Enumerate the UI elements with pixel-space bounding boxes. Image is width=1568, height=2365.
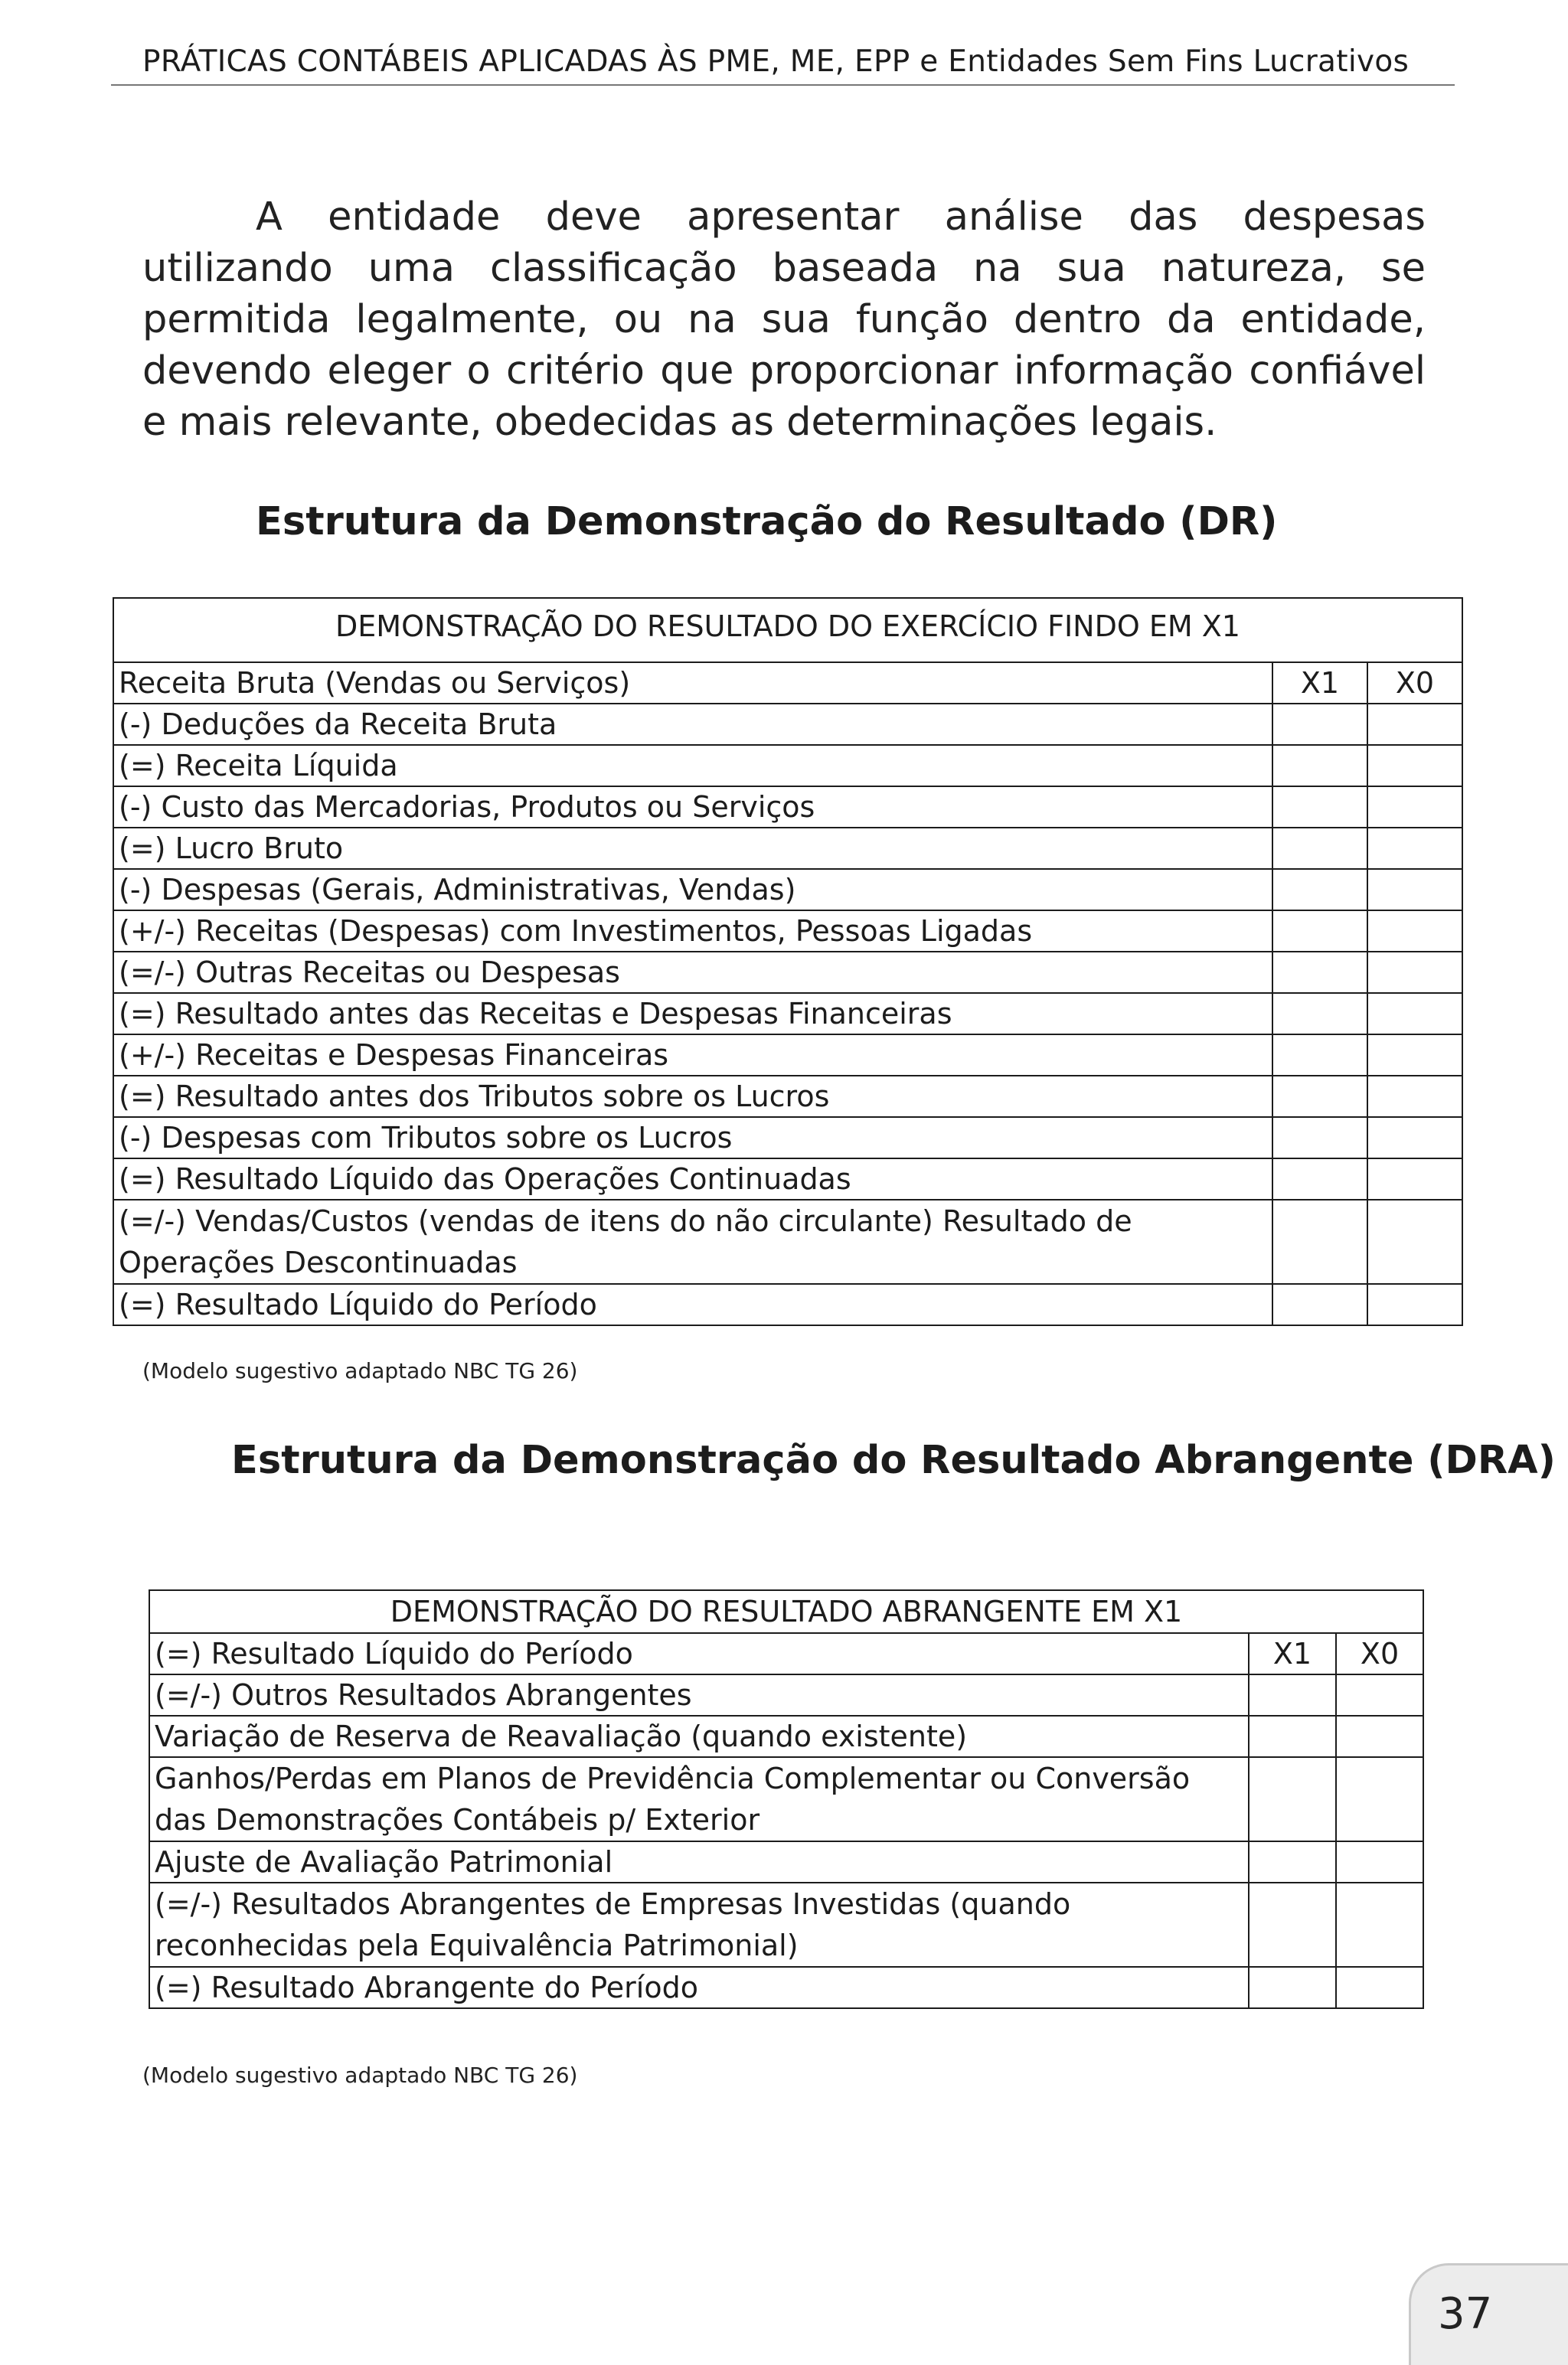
dr-row-label: (=) Resultado antes dos Tributos sobre os Lucros (113, 1076, 1272, 1117)
dra-cell-x0 (1336, 1757, 1423, 1841)
dr-row-label: Receita Bruta (Vendas ou Serviços) (113, 662, 1272, 704)
dra-cell-x1 (1249, 1757, 1336, 1841)
dra-cell-x1 (1249, 1841, 1336, 1883)
dr-row-label: (=) Resultado Líquido do Período (113, 1284, 1272, 1325)
dr-cell-x0 (1367, 745, 1462, 786)
dr-row-label: (=) Resultado Líquido das Operações Continuadas (113, 1158, 1272, 1200)
dra-col-x0-header: X0 (1336, 1633, 1423, 1674)
dr-cell-x1 (1272, 952, 1367, 993)
dr-cell-x1 (1272, 910, 1367, 952)
dr-cell-x1 (1272, 1117, 1367, 1158)
dr-cell-x0 (1367, 910, 1462, 952)
dr-cell-x0 (1367, 993, 1462, 1034)
dr-cell-x0 (1367, 1117, 1462, 1158)
dra-table-caption: DEMONSTRAÇÃO DO RESULTADO ABRANGENTE EM X1 (149, 1590, 1423, 1633)
dr-cell-x1 (1272, 869, 1367, 910)
dr-row-label: (=) Resultado antes das Receitas e Despesas Financeiras (113, 993, 1272, 1034)
dr-cell-x0 (1367, 869, 1462, 910)
header-rule (111, 84, 1455, 86)
dr-cell-x1 (1272, 1200, 1367, 1284)
dr-source-note: (Modelo sugestivo adaptado NBC TG 26) (142, 1358, 578, 1383)
dra-cell-x0 (1336, 1716, 1423, 1757)
dr-cell-x1 (1272, 1284, 1367, 1325)
dra-row-label: Variação de Reserva de Reavaliação (quando existente) (149, 1716, 1249, 1757)
dr-cell-x1 (1272, 1158, 1367, 1200)
dr-row-label: (-) Deduções da Receita Bruta (113, 704, 1272, 745)
dr-row-label: (-) Despesas com Tributos sobre os Lucros (113, 1117, 1272, 1158)
dr-cell-x1 (1272, 786, 1367, 828)
dr-row-label: (+/-) Receitas (Despesas) com Investimentos, Pessoas Ligadas (113, 910, 1272, 952)
dr-cell-x0 (1367, 786, 1462, 828)
dr-cell-x0 (1367, 1284, 1462, 1325)
dr-col-x0-header: X0 (1367, 662, 1462, 704)
dr-cell-x1 (1272, 1076, 1367, 1117)
page-number: 37 (1438, 2289, 1493, 2339)
dr-row-label: (=/-) Outras Receitas ou Despesas (113, 952, 1272, 993)
dr-cell-x0 (1367, 704, 1462, 745)
dr-table-caption: DEMONSTRAÇÃO DO RESULTADO DO EXERCÍCIO FINDO EM X1 (113, 598, 1462, 662)
dra-cell-x1 (1249, 1883, 1336, 1967)
dra-cell-x0 (1336, 1674, 1423, 1716)
dr-cell-x1 (1272, 828, 1367, 869)
dra-cell-x0 (1336, 1883, 1423, 1967)
dr-cell-x1 (1272, 1034, 1367, 1076)
dr-cell-x0 (1367, 1158, 1462, 1200)
dr-section-title: Estrutura da Demonstração do Resultado (DR) (256, 499, 1278, 544)
dr-cell-x1 (1272, 993, 1367, 1034)
dr-cell-x0 (1367, 1034, 1462, 1076)
dra-section-title: Estrutura da Demonstração do Resultado Abrangente (DRA) (231, 1438, 1556, 1483)
dra-row-label: Ajuste de Avaliação Patrimonial (149, 1841, 1249, 1883)
dr-cell-x0 (1367, 1200, 1462, 1284)
dr-cell-x0 (1367, 828, 1462, 869)
dr-cell-x1 (1272, 745, 1367, 786)
dr-row-label: (-) Custo das Mercadorias, Produtos ou Serviços (113, 786, 1272, 828)
dra-row-label: (=) Resultado Líquido do Período (149, 1633, 1249, 1674)
dra-source-note: (Modelo sugestivo adaptado NBC TG 26) (142, 2063, 578, 2088)
dra-cell-x1 (1249, 1716, 1336, 1757)
dra-cell-x0 (1336, 1841, 1423, 1883)
dra-col-x1-header: X1 (1249, 1633, 1336, 1674)
dra-row-label: Ganhos/Perdas em Planos de Previdência Complementar ou Conversão das Demonstrações Contábeis p/ Exterior (149, 1757, 1249, 1841)
running-header: PRÁTICAS CONTÁBEIS APLICADAS ÀS PME, ME, EPP e Entidades Sem Fins Lucrativos (142, 44, 1410, 79)
dr-cell-x0 (1367, 1076, 1462, 1117)
dra-row-label: (=/-) Resultados Abrangentes de Empresas Investidas (quando reconhecidas pela Equivalência Patrimonial) (149, 1883, 1249, 1967)
dra-row-label: (=) Resultado Abrangente do Período (149, 1967, 1249, 2008)
dr-cell-x1 (1272, 704, 1367, 745)
dr-row-label: (=/-) Vendas/Custos (vendas de itens do não circulante) Resultado de Operações Descontinuadas (113, 1200, 1272, 1284)
dr-col-x1-header: X1 (1272, 662, 1367, 704)
dr-row-label: (=) Receita Líquida (113, 745, 1272, 786)
dr-table (113, 597, 1463, 1326)
dra-cell-x1 (1249, 1967, 1336, 2008)
dr-row-label: (-) Despesas (Gerais, Administrativas, Vendas) (113, 869, 1272, 910)
dra-table (149, 1589, 1424, 2009)
intro-paragraph: A entidade deve apresentar análise das despesas utilizando uma classificação baseada na sua natureza, se permitida legalmente, ou na sua função dentro da entidade, devendo eleger o critério que proporcionar informação confiável e mais relevante, obedecidas as determinações legais. (142, 194, 1426, 445)
dra-row-label: (=/-) Outros Resultados Abrangentes (149, 1674, 1249, 1716)
dra-cell-x0 (1336, 1967, 1423, 2008)
dra-cell-x1 (1249, 1674, 1336, 1716)
dr-row-label: (+/-) Receitas e Despesas Financeiras (113, 1034, 1272, 1076)
dr-row-label: (=) Lucro Bruto (113, 828, 1272, 869)
dr-cell-x0 (1367, 952, 1462, 993)
